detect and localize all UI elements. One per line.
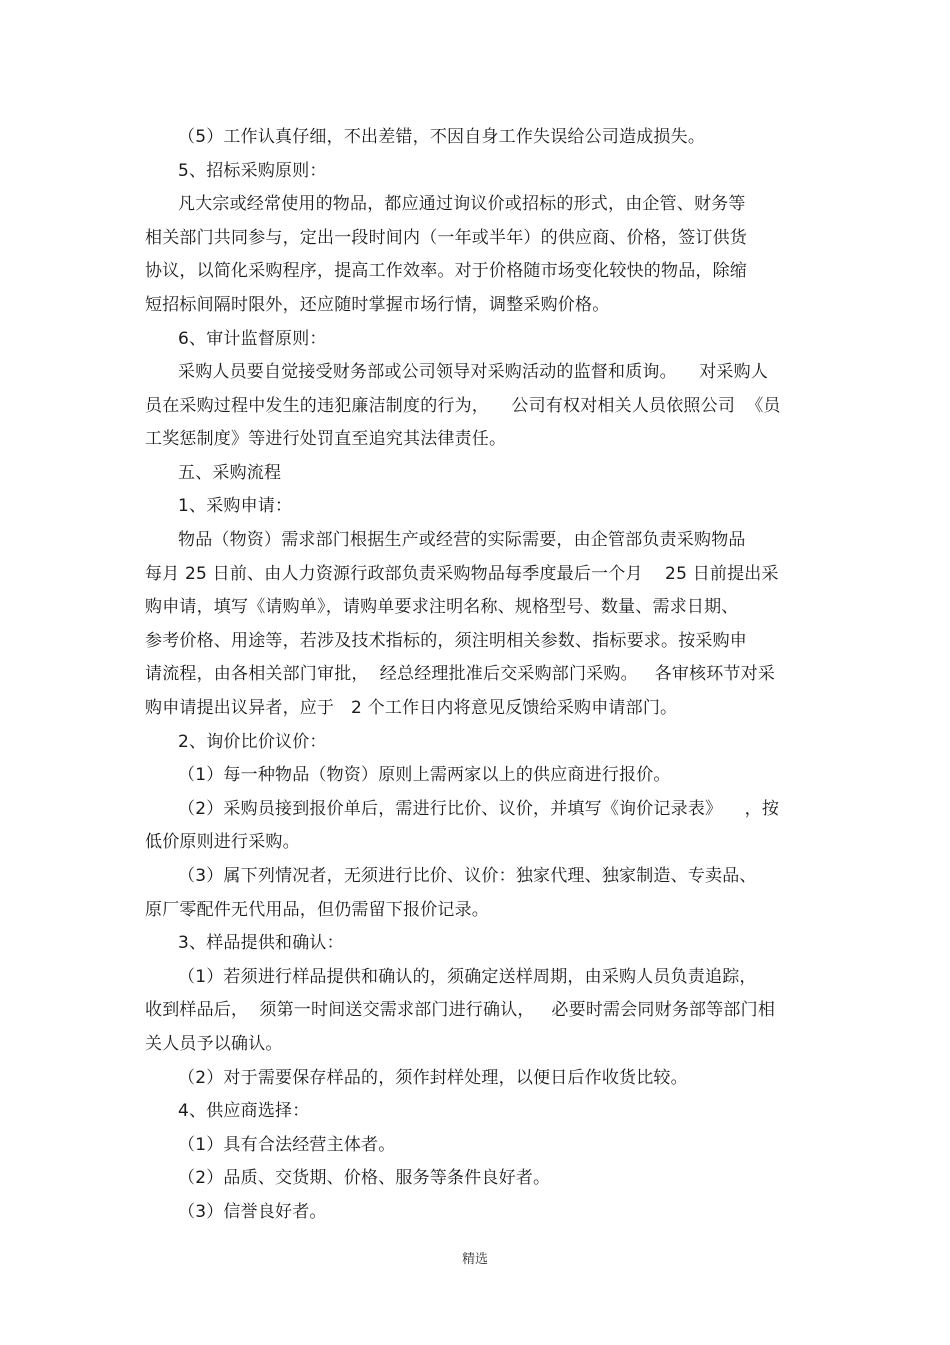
text-line: 低价原则进行采购。: [145, 832, 300, 852]
text-line: 购申请提出议异者，应于 2 个工作日内将意见反馈给采购申请部门。: [145, 698, 678, 718]
text-line: （2）品质、交货期、价格、服务等条件良好者。: [178, 1168, 551, 1188]
text-line: （5）工作认真仔细，不出差错，不因自身工作失误给公司造成损失。: [178, 127, 706, 147]
text-line: （3）属下列情况者，无须进行比价、议价：独家代理、独家制造、专卖品、: [178, 866, 757, 886]
text-line: 参考价格、用途等，若涉及技术指标的，须注明相关参数、指标要求。按采购申: [145, 631, 747, 651]
chapter-heading: 五、采购流程: [178, 463, 282, 483]
text-line: （1）若须进行样品提供和确认的，须确定送样周期，由采购人员负责追踪，: [178, 967, 757, 987]
text-line: 员在采购过程中发生的违犯廉洁制度的行为， 公司有权对相关人员依照公司 《员: [145, 396, 781, 416]
text-line: 相关部门共同参与，定出一段时间内（一年或半年）的供应商、价格，签订供货: [145, 228, 747, 248]
section-heading: 6、审计监督原则：: [178, 329, 327, 349]
text-line: （1）每一种物品（物资）原则上需两家以上的供应商进行报价。: [178, 765, 671, 785]
section-heading: 2、询价比价议价：: [178, 732, 327, 752]
text-line: 凡大宗或经常使用的物品，都应通过询议价或招标的形式，由企管、财务等: [178, 194, 746, 214]
text-line: 请流程，由各相关部门审批， 经总经理批准后交采购部门采购。 各审核环节对采: [145, 664, 776, 684]
text-line: （1）具有合法经营主体者。: [178, 1135, 396, 1155]
text-line: （3）信誉良好者。: [178, 1202, 327, 1222]
text-line: 购申请，填写《请购单》，请购单要求注明名称、规格型号、数量、需求日期、: [145, 597, 739, 617]
text-line: 关人员予以确认。: [145, 1034, 283, 1054]
text-line: 协议，以简化采购程序，提高工作效率。对于价格随市场变化较快的物品，除缩: [145, 261, 747, 281]
section-heading: 5、招标采购原则：: [178, 161, 327, 181]
page-footer: 精选: [461, 1252, 488, 1267]
text-line: 原厂零配件无代用品，但仍需留下报价记录。: [145, 900, 489, 920]
text-line: 每月 25 日前、由人力资源行政部负责采购物品每季度最后一个月 25 日前提出采: [145, 564, 779, 584]
section-heading: 4、供应商选择：: [178, 1101, 310, 1121]
text-line: 采购人员要自觉接受财务部或公司领导对采购活动的监督和质询。 对采购人: [178, 362, 769, 382]
section-heading: 3、样品提供和确认：: [178, 933, 344, 953]
text-line: （2）采购员接到报价单后，需进行比价、议价，并填写《询价记录表》 ，按: [178, 799, 780, 819]
text-line: 物品（物资）需求部门根据生产或经营的实际需要，由企管部负责采购物品: [178, 530, 746, 550]
section-heading: 1、采购申请：: [178, 496, 293, 516]
text-line: （2）对于需要保存样品的，须作封样处理，以便日后作收货比较。: [178, 1068, 688, 1088]
text-line: 工奖惩制度》等进行处罚直至追究其法律责任。: [145, 429, 507, 449]
text-line: 短招标间隔时限外，还应随时掌握市场行情，调整采购价格。: [145, 295, 610, 315]
text-line: 收到样品后， 须第一时间送交需求部门进行确认， 必要时需会同财务部等部门相: [145, 1000, 776, 1020]
